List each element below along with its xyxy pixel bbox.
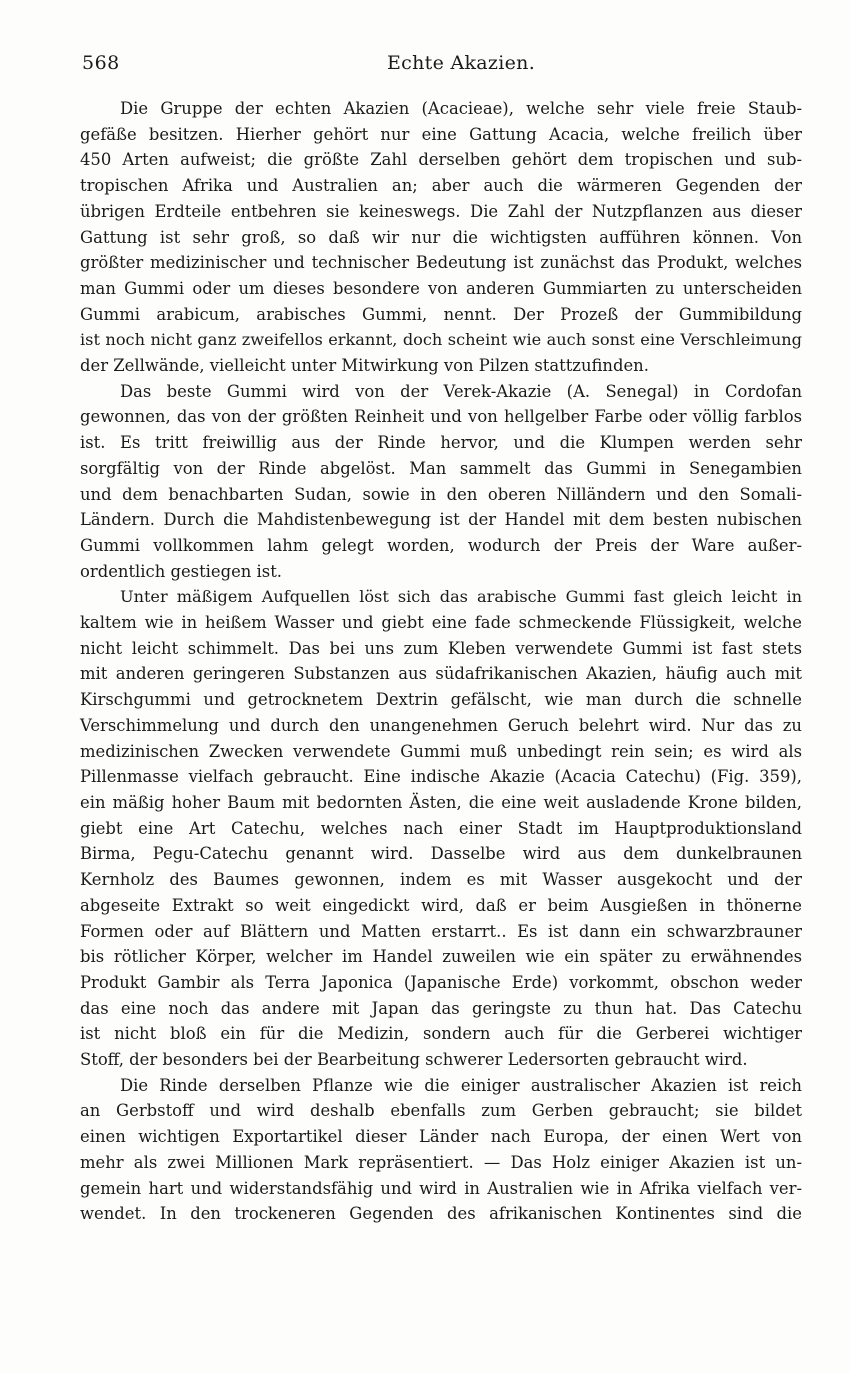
text-line: Kernholz des Baumes gewonnen, indem es mit Wasser ausgekocht und der	[80, 870, 802, 890]
text-line: das eine noch das andere mit Japan das geringste zu thun hat. Das Catechu	[80, 998, 802, 1018]
text-line: der Zellwände, vielleicht unter Mitwirkung von Pilzen stattzufinden.	[80, 356, 649, 376]
text-line: ordentlich gestiegen ist.	[80, 561, 283, 581]
text-line: an Gerbstoff und wird deshalb ebenfalls zum Gerben gebraucht; sie bildet	[80, 1101, 802, 1121]
text-line: kaltem wie in heißem Wasser und giebt eine fade schmeckende Flüssigkeit, welche	[80, 613, 802, 633]
text-line: Pillenmasse vielfach gebraucht. Eine indische Akazie (Acacia Catechu) (Fig. 359),	[80, 767, 802, 787]
text-line: medizinischen Zwecken verwendete Gummi muß unbedingt rein sein; es wird als	[80, 741, 802, 761]
text-line: abgeseite Extrakt so weit eingedickt wird, daß er beim Ausgießen in thönerne	[80, 895, 802, 915]
text-line: sorgfältig von der Rinde abgelöst. Man sammelt das Gummi in Senegambien	[80, 458, 802, 478]
text-line: tropischen Afrika und Australien an; aber auch die wärmeren Gegenden der	[80, 176, 802, 196]
text-line: gewonnen, das von der größten Reinheit und von hellgelber Farbe oder völlig farblos	[80, 407, 802, 427]
text-line: übrigen Erdteile entbehren sie keineswegs. Die Zahl der Nutzpflanzen aus dieser	[80, 201, 802, 221]
page-header	[82, 52, 800, 82]
text-line: Kirschgummi und getrocknetem Dextrin gefälscht, wie man durch die schnelle	[80, 690, 802, 710]
paragraph-rinde-gerbstoff	[80, 1073, 802, 1227]
paragraph-verek-akazie	[80, 379, 802, 585]
text-line: Ländern. Durch die Mahdistenbewegung ist der Handel mit dem besten nubischen	[80, 510, 802, 530]
text-line: Verschimmelung und durch den unangenehmen Geruch belehrt wird. Nur das zu	[80, 715, 802, 735]
text-line: mehr als zwei Millionen Mark repräsentiert. — Das Holz einiger Akazien ist un-	[80, 1152, 802, 1172]
text-line: ein mäßig hoher Baum mit bedornten Ästen, die eine weit ausladende Krone bilden,	[80, 792, 802, 812]
text-line: Unter mäßigem Aufquellen löst sich das arabische Gummi fast gleich leicht in	[120, 587, 802, 607]
text-line: größter medizinischer und technischer Bedeutung ist zunächst das Produkt, welches	[80, 253, 802, 273]
paragraph-acacieae-group	[80, 96, 802, 379]
text-line: nicht leicht schimmelt. Das bei uns zum Kleben verwendete Gummi ist fast stets	[80, 638, 802, 658]
text-line: einen wichtigen Exportartikel dieser Länder nach Europa, der einen Wert von	[80, 1127, 802, 1147]
text-line: Die Rinde derselben Pflanze wie die einiger australischer Akazien ist reich	[120, 1075, 802, 1095]
body-text	[80, 96, 802, 1227]
text-line: und dem benachbarten Sudan, sowie in den oberen Nilländern und den Somali-	[80, 484, 802, 504]
text-line: Gummi arabicum, arabisches Gummi, nennt. Der Prozeß der Gummibildung	[80, 304, 802, 324]
text-line: Gummi vollkommen lahm gelegt worden, wodurch der Preis der Ware außer-	[80, 535, 802, 555]
text-line: 450 Arten aufweist; die größte Zahl derselben gehört dem tropischen und sub-	[80, 150, 802, 170]
text-line: Stoff, der besonders bei der Bearbeitung schwerer Ledersorten gebraucht wird.	[80, 1050, 748, 1070]
text-line: mit anderen geringeren Substanzen aus südafrikanischen Akazien, häufig auch mit	[80, 664, 802, 684]
text-line: ist noch nicht ganz zweifellos erkannt, doch scheint wie auch sonst eine Verschleimung	[80, 330, 802, 350]
paragraph-gummi-properties	[80, 584, 802, 1072]
text-line: wendet. In den trockeneren Gegenden des afrikanischen Kontinentes sind die	[80, 1204, 802, 1224]
text-line: Die Gruppe der echten Akazien (Acacieae), welche sehr viele freie Staub-	[120, 99, 802, 118]
text-line: ist. Es tritt freiwillig aus der Rinde hervor, und die Klumpen werden sehr	[80, 433, 802, 453]
text-line: gefäße besitzen. Hierher gehört nur eine Gattung Acacia, welche freilich über	[80, 124, 802, 144]
page-number: 568	[82, 52, 120, 74]
text-line: Gattung ist sehr groß, so daß wir nur die wichtigsten aufführen können. Von	[80, 227, 802, 247]
text-line: man Gummi oder um dieses besondere von anderen Gummiarten zu unterscheiden	[80, 278, 802, 298]
text-line: ist nicht bloß ein für die Medizin, sondern auch für die Gerberei wichtiger	[80, 1024, 802, 1044]
text-line: gemein hart und widerstandsfähig und wird in Australien wie in Afrika vielfach ver-	[80, 1178, 802, 1198]
text-line: giebt eine Art Catechu, welches nach einer Stadt im Hauptproduktionsland	[80, 818, 802, 838]
text-line: Das beste Gummi wird von der Verek-Akazie (A. Senegal) in Cordofan	[120, 381, 802, 401]
running-title: Echte Akazien.	[387, 52, 536, 74]
text-line: Produkt Gambir als Terra Japonica (Japanische Erde) vorkommt, obschon weder	[80, 972, 802, 992]
text-line: bis rötlicher Körper, welcher im Handel zuweilen wie ein später zu erwähnendes	[80, 947, 802, 967]
text-line: Birma, Pegu-Catechu genannt wird. Dasselbe wird aus dem dunkelbraunen	[80, 844, 802, 864]
text-line: Formen oder auf Blättern und Matten erstarrt.. Es ist dann ein schwarzbrauner	[80, 921, 802, 941]
